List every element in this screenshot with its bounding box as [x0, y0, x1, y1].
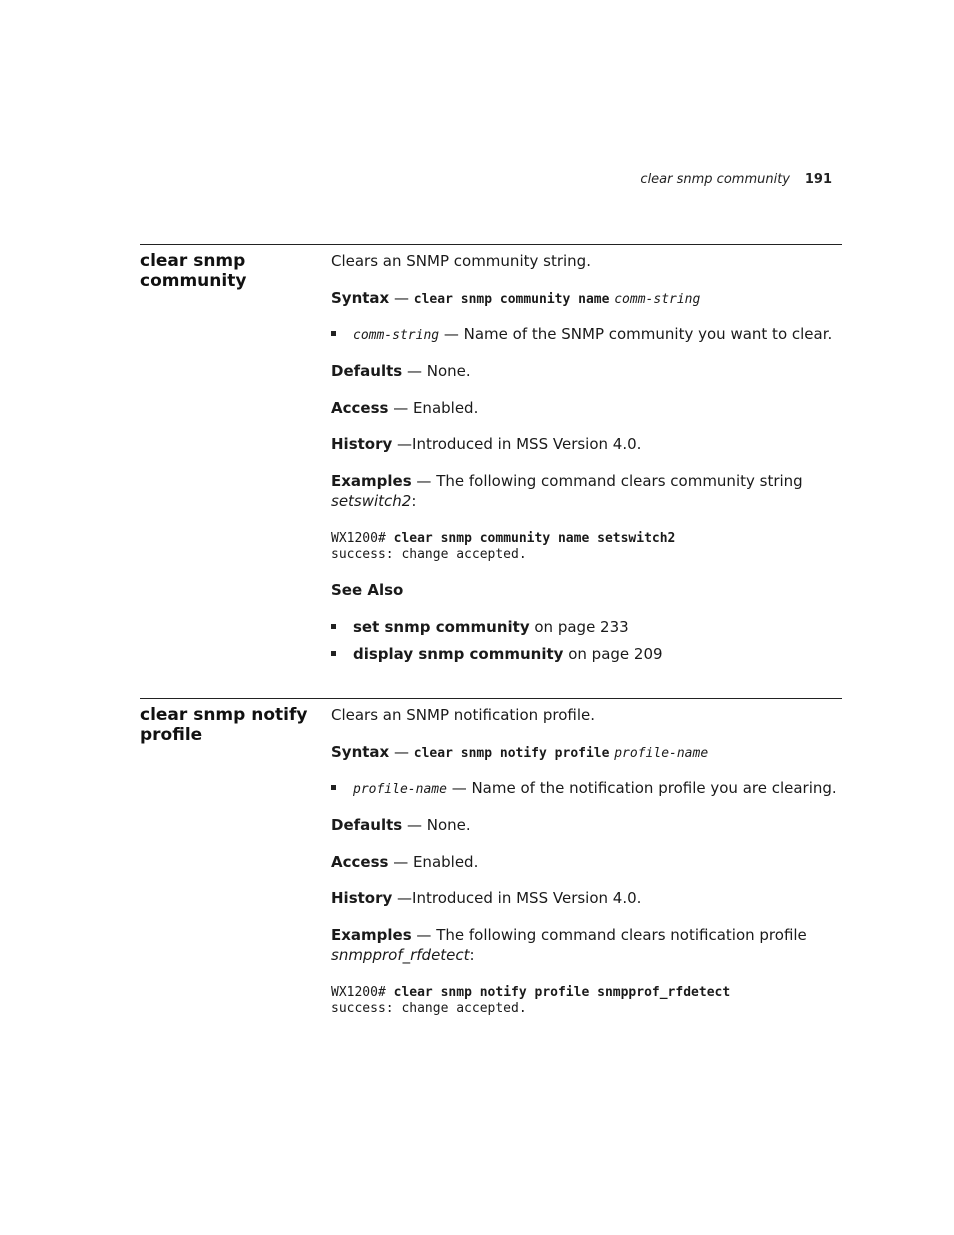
code-command-line	[331, 529, 675, 547]
parameter-description: — Name of the SNMP community you want to clear.	[439, 325, 833, 343]
code-output: success: change accepted.	[331, 547, 527, 562]
see-also-item	[331, 644, 663, 664]
syntax-line	[331, 288, 700, 310]
examples-text: — The following command clears community string	[411, 472, 803, 490]
defaults-label: Defaults	[331, 362, 403, 380]
section-title: clear snmp notify profile	[140, 705, 308, 745]
syntax-dash: —	[389, 743, 414, 761]
running-header-title: clear snmp community	[640, 172, 790, 187]
history-text: —Introduced in MSS Version 4.0.	[392, 435, 642, 453]
code-command: clear snmp community name setswitch2	[393, 531, 676, 546]
access-text: — Enabled.	[388, 399, 479, 417]
syntax-argument: profile-name	[614, 746, 709, 761]
description: Clears an SNMP community string.	[331, 252, 591, 270]
bullet-icon	[331, 624, 336, 629]
defaults-line	[331, 361, 471, 381]
code-output: success: change accepted.	[331, 1001, 527, 1016]
bullet-icon	[331, 651, 336, 656]
code-prompt: WX1200#	[331, 531, 394, 546]
section-clear-snmp-community	[140, 244, 842, 675]
bullet-icon	[331, 331, 336, 336]
examples-colon: :	[469, 946, 475, 964]
defaults-text: — None.	[402, 362, 471, 380]
section-title: clear snmp community	[140, 251, 247, 291]
syntax-label: Syntax	[331, 743, 390, 761]
parameter-item	[331, 778, 837, 800]
see-also-page-ref: on page 233	[529, 618, 629, 636]
parameter-name: profile-name	[353, 782, 447, 797]
syntax-label: Syntax	[331, 289, 390, 307]
examples-line	[331, 925, 807, 945]
see-also-heading: See Also	[331, 581, 404, 599]
description: Clears an SNMP notification profile.	[331, 706, 596, 724]
examples-colon: :	[411, 492, 417, 510]
defaults-text: — None.	[402, 816, 471, 834]
parameter-description: — Name of the notification profile you are clearing.	[446, 779, 837, 797]
history-text: —Introduced in MSS Version 4.0.	[392, 889, 642, 907]
history-label: History	[331, 889, 393, 907]
parameter-name: comm-string	[353, 328, 440, 343]
access-line	[331, 852, 478, 872]
history-line	[331, 888, 641, 908]
syntax-argument: comm-string	[614, 292, 701, 307]
examples-target: snmpprof_rfdetect	[331, 946, 470, 964]
access-label: Access	[331, 399, 389, 417]
history-line	[331, 434, 641, 454]
examples-line	[331, 471, 803, 491]
section-clear-snmp-notify-profile	[140, 698, 842, 1029]
see-also-link[interactable]: display snmp community	[353, 645, 564, 663]
examples-target-line	[331, 491, 416, 511]
history-label: History	[331, 435, 393, 453]
syntax-dash: —	[389, 289, 414, 307]
syntax-command: clear snmp notify profile	[413, 746, 610, 761]
syntax-command: clear snmp community name	[413, 292, 610, 307]
parameter-item	[331, 324, 832, 346]
access-label: Access	[331, 853, 389, 871]
examples-label: Examples	[331, 472, 412, 490]
see-also-link[interactable]: set snmp community	[353, 618, 530, 636]
examples-target-line	[331, 945, 475, 965]
syntax-line	[331, 742, 708, 764]
code-command: clear snmp notify profile snmpprof_rfdetect	[393, 985, 731, 1000]
examples-target: setswitch2	[331, 492, 412, 510]
code-prompt: WX1200#	[331, 985, 394, 1000]
defaults-line	[331, 815, 471, 835]
examples-text: — The following command clears notification profile	[411, 926, 807, 944]
page-number: 191	[804, 172, 832, 187]
see-also-item	[331, 617, 629, 637]
code-command-line	[331, 983, 730, 1001]
see-also-page-ref: on page 209	[563, 645, 663, 663]
defaults-label: Defaults	[331, 816, 403, 834]
examples-label: Examples	[331, 926, 412, 944]
bullet-icon	[331, 785, 336, 790]
access-line	[331, 398, 478, 418]
access-text: — Enabled.	[388, 853, 479, 871]
